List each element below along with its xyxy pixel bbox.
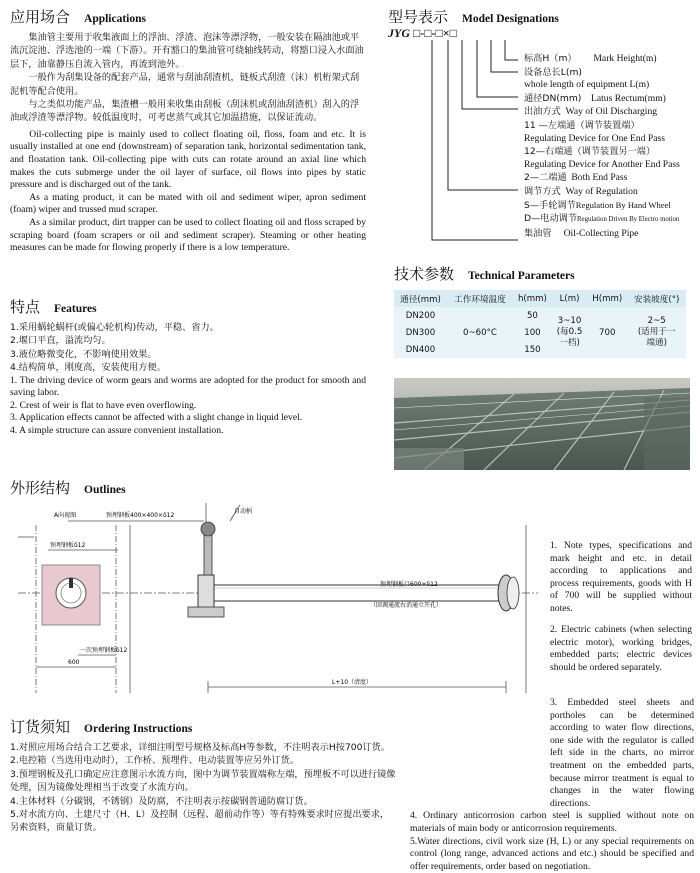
features-cn-item-2: 2.堰口平直，溢流均匀。: [10, 335, 111, 347]
model-line: Regulating Device for Another End Pass: [524, 158, 680, 170]
tech-header: h(mm): [517, 293, 547, 304]
model-code-times: ×: [442, 26, 450, 40]
outline-note-2: 2. Electric cabinets (when selecting electric motor), working bridges, embedded parts; electric devices should be ordered separately.: [550, 624, 692, 673]
model-line: 出油方式 Way of Oil Discharging: [524, 106, 658, 118]
features-cn-item-3: 3.液位略微变化，不影响使用效果。: [10, 348, 157, 360]
features-cn-item-4: 4.结构简单，刚度高，安装使用方便。: [10, 362, 166, 374]
features-en-item-2: 2. Crest of weir is flat to have even overflowing.: [10, 399, 197, 411]
features-en-item-4: 4. A simple structure can assure convenient installation.: [10, 425, 224, 436]
outline-note-4: 4. Ordinary anticorrosion carbon steel is supplied without note on materials of main body or anticorrosion requirements.: [410, 810, 694, 834]
model-line: 通径DN(mm) Latus Rectum(mm): [524, 92, 666, 104]
ordering-item-3: 3.预埋钢板及孔口确定应注意图示水流方向，图中为调节装置端称左端，预埋板不可以进行镜像处理，因为镜像处理相当于改变了水流方向。: [10, 768, 396, 794]
model-code-box: □: [449, 26, 457, 40]
tech-header-row: [394, 290, 686, 307]
features-cn-item-1: 1.采用蜗轮蜗杆(或偏心轮机构)传动，平稳、省力。: [10, 322, 219, 333]
features-en-item-3: 3. Application effects cannot be affected with a slight change in liquid level.: [10, 412, 303, 424]
features-title-cn: 特点: [10, 298, 41, 316]
label-plate4: 一次预埋钢板δ12: [80, 647, 128, 654]
outline-note-3: 3. Embedded steel sheets and portholes can be determined according to water flow directions, one side with the regulator is called left side in the charts, no mirror treatment on the embedded parts, because mirror treatment is equal to changes in the water flowing directions.: [550, 697, 694, 809]
model-code-dash: -: [431, 26, 436, 40]
label-plate3: 预埋钢板口600×δ12: [380, 581, 438, 588]
applications-en-p2: As a mating product, it can be mated with oil and sediment wiper, apron sediment (foam) wiper and trussed mud scraper.: [10, 191, 366, 216]
outline-note-5: 5.Water directions, civil work size (H, L) or any special requirements on control (long range, advanced actions and etc.) should be specified and offer requirements, order based on negotiation.: [410, 835, 694, 872]
tech-cell-h: 100: [524, 327, 541, 338]
model-section: [388, 6, 694, 256]
model-line: 设备总长L(m): [524, 66, 582, 78]
label-elec: 自动柄: [234, 508, 253, 515]
model-title-en: Model Designations: [462, 13, 559, 25]
tech-cell-temp: 0~60°C: [462, 327, 497, 338]
tech-cell-dn: DN200: [405, 310, 436, 321]
model-code-dash: -: [420, 26, 425, 40]
tech-cell-dn: DN400: [405, 344, 436, 355]
features-heading: [10, 296, 366, 317]
model-line: S—手轮调节Regulation By Hand Wheel: [524, 199, 671, 211]
applications-title-en: Applications: [84, 13, 147, 25]
tech-row: [394, 307, 686, 324]
ordering-item-2: 2.电控箱（当选用电动时），工作桥、预埋件、电动装置等应另外订货。: [10, 755, 299, 767]
oil-pipe: [214, 585, 504, 601]
model-code-box: □: [413, 26, 421, 40]
tech-header: L(m): [559, 293, 580, 304]
outline-notes-rest: [410, 697, 694, 873]
tech-cell-h: 150: [524, 344, 541, 355]
model-line: 12—右端通（调节装置另一端）: [524, 146, 656, 158]
features-section: [10, 296, 366, 438]
ordering-item-1: 1.对照应用场合结合工艺要求，详细注明型号规格及标高H等参数，不注明表示H按700订货。: [10, 742, 391, 753]
applications-cn-p3: 与之类似功能产品，集渣槽一般用来收集由刮板（刮沫机或刮油刮渣机）刮入的浮油或浮渣等漂浮物。较低温度时，可考虑蒸气或其它加温措施，以保证流动。: [10, 99, 360, 124]
model-line: 标高H（m） Mark Height(m): [524, 53, 657, 64]
tech-title-cn: 技术参数: [394, 265, 455, 283]
tech-header: 安装坡度(°): [633, 294, 680, 305]
applications-title-cn: 应用场合: [10, 8, 71, 26]
applications-cn-p1: 集油管主要用于收集液面上的浮油、浮渣、泡沫等漂浮物，一般安装在隔油池或平流沉淀池、浮选池的一端（下游）。开有豁口的集油管可绕轴线转动，将豁口浸入水面油层下，油靠静压自流入管内，再流到池外。: [10, 32, 364, 70]
label-a-view: A向视图: [54, 512, 77, 519]
ordering-section: [10, 716, 396, 835]
tech-header: 工作环境温度: [454, 294, 506, 305]
applications-section: [10, 6, 366, 255]
outline-note-1: 1. Note types, specifications and mark height and etc. in detail according to applications and process requirements, goods with H of 700 will be supplied without notes.: [550, 540, 692, 614]
model-lines: [524, 52, 700, 240]
ordering-heading: [10, 716, 396, 737]
tech-section: [394, 263, 694, 358]
tech-header: H(mm): [592, 293, 623, 304]
label-dim600: 600: [68, 659, 80, 666]
features-en-item-1: 1. The driving device of worm gears and worms are adopted for the product for smooth and saving labor.: [10, 374, 366, 399]
model-line: 11 —左端通（调节装置端）: [524, 119, 640, 131]
tech-cell-l: 3~10 (每0.5 一档): [556, 316, 583, 348]
model-line: whole length of equipment L(m): [524, 79, 650, 91]
model-line: 调节方式 Way of Regulation: [524, 185, 638, 197]
ordering-item-4: 4.主体材料（分碳钢，不锈钢）及防腐，不注明表示按碳钢普通防腐订货。: [10, 795, 313, 807]
model-heading: [388, 6, 694, 27]
applications-heading: [10, 6, 366, 27]
tech-cell-H: 700: [599, 327, 616, 338]
model-code-box: □: [435, 26, 443, 40]
model-line: 2—二端通 Both End Pass: [524, 172, 628, 184]
model-bracket-lines: [388, 36, 528, 256]
model-line: Regulating Device for One End Pass: [524, 132, 665, 144]
model-title-cn: 型号表示: [388, 8, 449, 26]
ordering-item-5: 5.对水流方向、土建尺寸（H、L）及控制（远程、超前动作等）等有特殊要求时应提出要求，另索资料，商量订货。: [10, 809, 390, 834]
outlines-title-cn: 外形结构: [10, 479, 71, 497]
tech-header: 通径(mm): [400, 294, 441, 305]
tech-cell-dn: DN300: [405, 327, 436, 338]
tech-title-en: Technical Parameters: [468, 270, 575, 282]
label-plate1: 预埋钢板400×400×δ12: [106, 512, 175, 519]
label-diml: L+10（清度）: [332, 679, 373, 686]
tech-cell-slope: 2~5 (适用于一 端通): [637, 316, 676, 348]
ordering-title-en: Ordering Instructions: [84, 723, 193, 735]
tech-cell-h: 50: [526, 310, 538, 321]
outlines-title-en: Outlines: [84, 484, 126, 496]
outline-drawing: [8, 495, 540, 705]
oil-pipe-photo: [394, 378, 690, 470]
applications-en-p1: Oil-collecting pipe is mainly used to collect floating oil, floss, foam and etc. It is usually installed at one end (downstream) of separation tank, horizontal sedimentation tank, and floatation tank. Oil-collecting pipe with cuts can rotate around an axial line which makes the cuts submerge under the oil layer of surface, oil flows into pipes by static pressure and is discharged out of the tank.: [10, 128, 366, 191]
applications-en-p3: As a similar product, dirt trapper can be used to collect floating oil and floss scraped by scraping board (foam scrapers or oil and sediment scraper). Steaming or other heating measures can be made for flowing properly if there is a low temperature.: [10, 217, 366, 254]
ordering-title-cn: 订货须知: [10, 718, 71, 736]
tech-heading: [394, 263, 694, 284]
label-flow: （回调通流右消通立开孔）: [370, 602, 443, 609]
features-title-en: Features: [54, 303, 97, 315]
model-line: D—电动调节Regulation Driven By Electro motion: [524, 213, 680, 225]
model-code-box: □: [424, 26, 432, 40]
label-plate2: 预埋钢板δ12: [50, 542, 86, 549]
tech-table: [394, 290, 686, 358]
model-line: 集油管 Oil-Collecting Pipe: [524, 227, 639, 239]
model-code-prefix: JYG: [388, 26, 410, 40]
applications-cn-p2: 一般作为刮集设备的配套产品，通常与刮油刮渣机，链板式刮渣（沫）机桁架式刮泥机等配合使用。: [10, 72, 360, 97]
